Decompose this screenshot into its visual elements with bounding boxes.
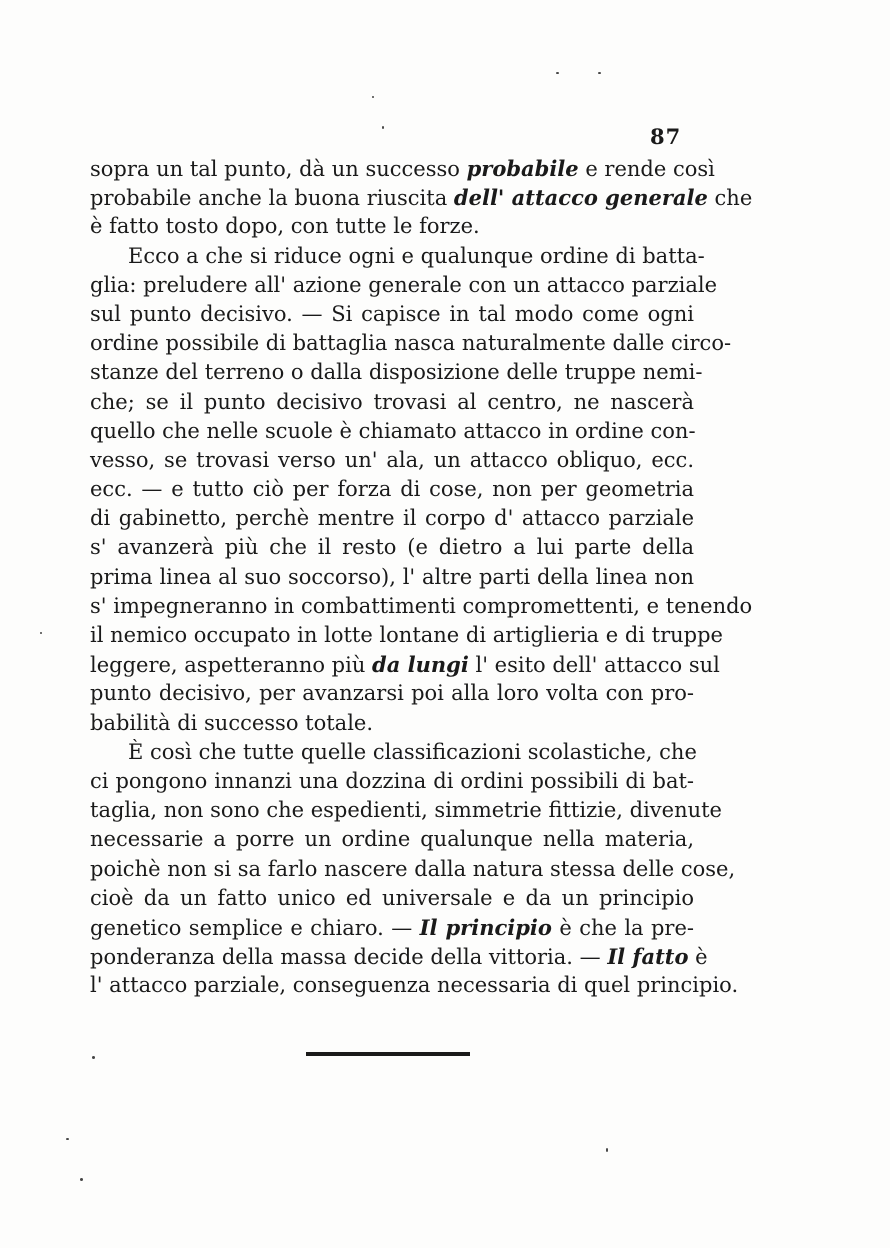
text-line <box>90 650 720 679</box>
text-segment: glia: preludere all' azione generale con un attacco parziale <box>90 272 718 297</box>
text-segment: l' esito dell' attacco sul <box>468 653 720 678</box>
italic-term: da lungi <box>372 652 469 678</box>
text-line <box>90 767 694 796</box>
text-segment: s' avanzerà più che il resto (e dietro a lui parte della <box>90 535 694 560</box>
scan-speck <box>92 1056 95 1059</box>
scan-speck <box>80 1178 83 1181</box>
text-segment: stanze del terreno o dalla disposizione delle truppe nemi- <box>90 360 703 385</box>
text-segment: l' attacco parziale, conseguenza necessaria di quel principio. <box>90 973 739 998</box>
text-segment: leggere, aspetteranno più <box>90 653 373 678</box>
text-line <box>90 884 694 913</box>
text-segment: genetico semplice e chiaro. — <box>90 915 420 940</box>
text-segment: Ecco a che si riduce ogni e qualunque ordine di batta- <box>128 243 705 268</box>
italic-term: dell' attacco generale <box>453 185 708 211</box>
scan-speck <box>606 1148 608 1152</box>
scan-speck <box>382 126 384 129</box>
text-segment: cioè da un fatto unico ed universale e da un principio <box>90 885 694 910</box>
text-line <box>90 942 708 971</box>
italic-term: probabile <box>466 156 579 181</box>
text-segment: ordine possibile di battaglia nasca naturalmente dalle circo- <box>90 331 732 356</box>
text-line <box>90 855 736 884</box>
text-line <box>90 504 694 533</box>
text-segment: poichè non si sa farlo nascere dalla natura stessa delle cose, <box>90 856 736 881</box>
text-line <box>90 358 703 387</box>
text-segment: necessarie a porre un ordine qualunque nella materia, <box>90 827 694 852</box>
text-segment: ecc. — e tutto ciò per forza di cose, non per geometria <box>90 477 694 502</box>
text-segment: sul punto decisivo. — Si capisce in tal modo come ogni <box>90 301 694 326</box>
text-segment: punto decisivo, per avanzarsi poi alla loro volta con pro- <box>90 681 694 706</box>
text-line <box>90 533 694 562</box>
text-line <box>90 300 694 329</box>
scan-speck <box>598 72 601 74</box>
text-segment: quello che nelle scuole è chiamato attacco in ordine con- <box>90 418 696 443</box>
text-line <box>90 709 694 738</box>
text-line <box>90 242 705 271</box>
text-line <box>90 913 694 942</box>
text-line <box>90 212 694 241</box>
scan-speck <box>372 96 374 98</box>
text-line <box>90 825 694 854</box>
text-segment: è che la pre- <box>551 915 694 940</box>
text-line <box>90 183 753 212</box>
text-segment: taglia, non sono che espedienti, simmetrie fittizie, divenute <box>90 798 722 823</box>
text-line <box>90 329 732 358</box>
text-line <box>90 679 694 708</box>
text-segment: sopra un tal punto, dà un successo <box>90 157 467 181</box>
text-line <box>90 446 694 475</box>
text-segment: di gabinetto, perchè mentre il corpo d' attacco parziale <box>90 506 694 531</box>
scan-speck <box>66 1138 69 1140</box>
text-line <box>90 592 753 621</box>
text-segment: e rende così <box>578 157 715 181</box>
text-line <box>90 971 739 1000</box>
text-segment: ponderanza della massa decide della vittoria. — <box>90 945 608 970</box>
italic-term: Il fatto <box>607 944 689 970</box>
text-line <box>90 475 694 504</box>
scan-speck <box>40 632 42 634</box>
text-line <box>90 563 694 592</box>
italic-term: Il principio <box>419 914 552 940</box>
text-segment: è <box>688 945 708 970</box>
text-line <box>90 621 723 650</box>
text-segment: s' impegneranno in combattimenti compromettenti, e tenendo <box>90 593 753 618</box>
page-number: 87 <box>650 124 682 149</box>
text-segment: è fatto tosto dopo, con tutte le forze. <box>90 214 480 239</box>
text-segment: il nemico occupato in lotte lontane di artiglieria e di truppe <box>90 623 723 647</box>
text-segment: È così che tutte quelle classificazioni scolastiche, che <box>128 739 697 764</box>
text-line <box>90 271 718 300</box>
text-segment: ci pongono innanzi una dozzina di ordini possibili di bat- <box>90 768 694 793</box>
text-segment: che; se il punto decisivo trovasi al centro, ne nascerà <box>90 389 694 414</box>
text-line <box>90 154 715 183</box>
text-segment: babilità di successo totale. <box>90 710 374 735</box>
text-line <box>90 738 697 767</box>
scan-speck <box>556 72 559 74</box>
section-end-rule <box>306 1052 470 1056</box>
text-line <box>90 388 694 417</box>
text-segment: vesso, se trovasi verso un' ala, un attacco obliquo, ecc. <box>90 447 694 472</box>
body-text <box>90 154 753 1000</box>
text-segment: probabile anche la buona riuscita <box>90 186 454 211</box>
text-segment: che <box>707 186 753 211</box>
text-segment: prima linea al suo soccorso), l' altre parti della linea non <box>90 564 694 589</box>
text-line <box>90 417 694 446</box>
text-line <box>90 796 722 825</box>
